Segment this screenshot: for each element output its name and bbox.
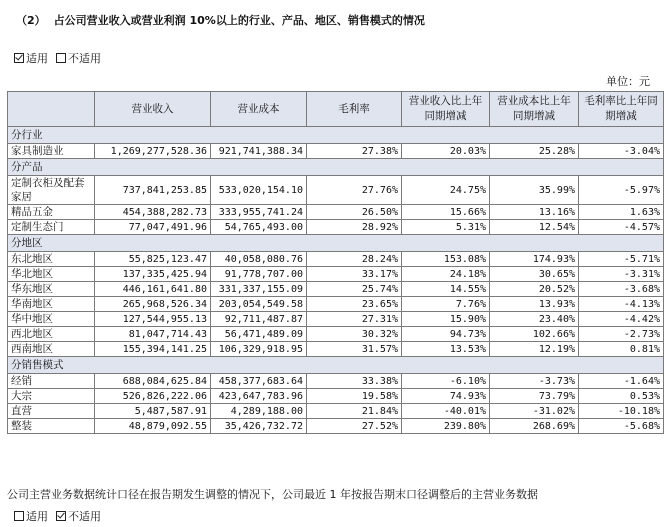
table-cell: -3.68% <box>579 282 664 297</box>
table-row <box>8 404 664 419</box>
table-cell: 33.17% <box>307 267 402 282</box>
row-label: 经销 <box>8 374 95 389</box>
table-cell: 137,335,425.94 <box>95 267 211 282</box>
section-title: 分地区 <box>8 235 664 252</box>
table-cell: 92,711,487.87 <box>211 312 307 327</box>
table-cell: 14.55% <box>402 282 490 297</box>
row-label: 定制生态门 <box>8 220 95 235</box>
header-cost-yoy: 营业成本比上年同期增减 <box>490 92 579 127</box>
table-cell: 81,047,714.43 <box>95 327 211 342</box>
table-cell: 333,955,741.24 <box>211 205 307 220</box>
table-cell: 48,879,092.55 <box>95 419 211 434</box>
table-cell: 54,765,493.00 <box>211 220 307 235</box>
table-cell: 7.76% <box>402 297 490 312</box>
table-row <box>8 282 664 297</box>
table-body <box>8 127 664 434</box>
table-cell: -6.10% <box>402 374 490 389</box>
table-cell: 27.38% <box>307 144 402 159</box>
table-cell: -40.01% <box>402 404 490 419</box>
checkbox-applicable-checked-icon[interactable] <box>14 53 24 63</box>
applicable-label-bottom: 适用 <box>26 510 48 523</box>
table-row <box>8 176 664 205</box>
table-cell: 737,841,253.85 <box>95 176 211 205</box>
table-cell: 33.38% <box>307 374 402 389</box>
table-cell: 526,826,222.06 <box>95 389 211 404</box>
table-cell: 27.76% <box>307 176 402 205</box>
row-label: 大宗 <box>8 389 95 404</box>
table-cell: 921,741,388.34 <box>211 144 307 159</box>
table-cell: 25.74% <box>307 282 402 297</box>
row-label: 华南地区 <box>8 297 95 312</box>
row-label: 家具制造业 <box>8 144 95 159</box>
table-cell: 203,054,549.58 <box>211 297 307 312</box>
table-row <box>8 342 664 357</box>
row-label: 华中地区 <box>8 312 95 327</box>
table-cell: 331,337,155.09 <box>211 282 307 297</box>
table-cell: 28.24% <box>307 252 402 267</box>
table-cell: 268.69% <box>490 419 579 434</box>
table-cell: 23.65% <box>307 297 402 312</box>
table-cell: -5.71% <box>579 252 664 267</box>
header-blank <box>8 92 95 127</box>
table-cell: 423,647,783.96 <box>211 389 307 404</box>
table-cell: 239.80% <box>402 419 490 434</box>
row-label: 东北地区 <box>8 252 95 267</box>
table-cell: 13.53% <box>402 342 490 357</box>
table-cell: 27.52% <box>307 419 402 434</box>
checkbox-not-applicable-icon[interactable] <box>56 53 66 63</box>
header-revenue-yoy: 营业收入比上年同期增减 <box>402 92 490 127</box>
table-cell: 20.03% <box>402 144 490 159</box>
table-cell: 102.66% <box>490 327 579 342</box>
unit-label: 单位：元 <box>606 75 650 88</box>
section-title: 分产品 <box>8 159 664 176</box>
header-cost: 营业成本 <box>211 92 307 127</box>
table-cell: 13.93% <box>490 297 579 312</box>
table-cell: 458,377,683.64 <box>211 374 307 389</box>
table-cell: 446,161,641.80 <box>95 282 211 297</box>
table-cell: 15.90% <box>402 312 490 327</box>
table-cell: -10.18% <box>579 404 664 419</box>
row-label: 直营 <box>8 404 95 419</box>
table-cell: 56,471,489.09 <box>211 327 307 342</box>
table-cell: 23.40% <box>490 312 579 327</box>
table-row <box>8 144 664 159</box>
table-cell: -31.02% <box>490 404 579 419</box>
table-cell: 533,020,154.10 <box>211 176 307 205</box>
table-cell: 1,269,277,528.36 <box>95 144 211 159</box>
row-label: 西南地区 <box>8 342 95 357</box>
table-cell: 13.16% <box>490 205 579 220</box>
table-cell: 454,388,282.73 <box>95 205 211 220</box>
checkbox-not-applicable-checked-icon[interactable] <box>56 511 66 521</box>
table-cell: 174.93% <box>490 252 579 267</box>
table-cell: 4,289,188.00 <box>211 404 307 419</box>
table-cell: 106,329,918.95 <box>211 342 307 357</box>
section-row <box>8 357 664 374</box>
table-cell: 30.32% <box>307 327 402 342</box>
row-label: 精品五金 <box>8 205 95 220</box>
applicable-label: 适用 <box>26 52 48 65</box>
heading-number: （2） <box>16 14 46 27</box>
table-cell: 35.99% <box>490 176 579 205</box>
table-cell: 5,487,587.91 <box>95 404 211 419</box>
table-cell: 127,544,955.13 <box>95 312 211 327</box>
table-cell: 27.31% <box>307 312 402 327</box>
section-heading <box>16 12 425 28</box>
table-cell: 0.81% <box>579 342 664 357</box>
table-row <box>8 312 664 327</box>
table-row <box>8 297 664 312</box>
table-row <box>8 374 664 389</box>
header-gross-margin: 毛利率 <box>307 92 402 127</box>
table-cell: -5.68% <box>579 419 664 434</box>
row-label: 西北地区 <box>8 327 95 342</box>
table-row <box>8 220 664 235</box>
table-cell: -3.31% <box>579 267 664 282</box>
table-cell: 77,047,491.96 <box>95 220 211 235</box>
table-row <box>8 252 664 267</box>
table-cell: 91,778,707.00 <box>211 267 307 282</box>
row-label: 整装 <box>8 419 95 434</box>
table-cell: 12.19% <box>490 342 579 357</box>
table-cell: 24.18% <box>402 267 490 282</box>
table-cell: 19.58% <box>307 389 402 404</box>
table-cell: 5.31% <box>402 220 490 235</box>
section-row <box>8 127 664 144</box>
table-cell: 688,084,625.84 <box>95 374 211 389</box>
row-label: 华北地区 <box>8 267 95 282</box>
table-cell: -4.42% <box>579 312 664 327</box>
checkbox-applicable-icon[interactable] <box>14 511 24 521</box>
footnote: 公司主营业务数据统计口径在报告期发生调整的情况下，公司最近 1 年按报告期末口径调整后的主营业务数据 <box>7 488 538 501</box>
table-cell: 26.50% <box>307 205 402 220</box>
table-cell: 74.93% <box>402 389 490 404</box>
table-cell: 40,058,080.76 <box>211 252 307 267</box>
table-cell: 20.52% <box>490 282 579 297</box>
table-row <box>8 389 664 404</box>
section-title: 分销售模式 <box>8 357 664 374</box>
table-cell: 0.53% <box>579 389 664 404</box>
table-cell: -2.73% <box>579 327 664 342</box>
row-label: 华东地区 <box>8 282 95 297</box>
table-cell: -3.73% <box>490 374 579 389</box>
table-cell: 25.28% <box>490 144 579 159</box>
table-cell: -5.97% <box>579 176 664 205</box>
header-margin-yoy: 毛利率比上年同期增减 <box>579 92 664 127</box>
table-cell: 153.08% <box>402 252 490 267</box>
table-row <box>8 267 664 282</box>
table-cell: 21.84% <box>307 404 402 419</box>
table-cell: 94.73% <box>402 327 490 342</box>
applicability-top <box>14 50 101 66</box>
table-cell: -1.64% <box>579 374 664 389</box>
table-cell: 12.54% <box>490 220 579 235</box>
table-cell: -4.57% <box>579 220 664 235</box>
table-cell: 155,394,141.25 <box>95 342 211 357</box>
section-title: 分行业 <box>8 127 664 144</box>
table-cell: 265,968,526.34 <box>95 297 211 312</box>
table-cell: -4.13% <box>579 297 664 312</box>
table-cell: 31.57% <box>307 342 402 357</box>
revenue-table <box>7 91 664 434</box>
heading-text: 占公司营业收入或营业利润 10%以上的行业、产品、地区、销售模式的情况 <box>53 14 425 27</box>
applicability-bottom <box>14 508 101 524</box>
table-cell: 73.79% <box>490 389 579 404</box>
table-cell: -3.04% <box>579 144 664 159</box>
section-row <box>8 159 664 176</box>
table-row <box>8 205 664 220</box>
table-row <box>8 327 664 342</box>
table-row <box>8 419 664 434</box>
table-cell: 55,825,123.47 <box>95 252 211 267</box>
table-cell: 35,426,732.72 <box>211 419 307 434</box>
not-applicable-label-bottom: 不适用 <box>68 510 101 523</box>
not-applicable-label: 不适用 <box>68 52 101 65</box>
header-revenue: 营业收入 <box>95 92 211 127</box>
table-header-row <box>8 92 664 127</box>
table-cell: 15.66% <box>402 205 490 220</box>
table-cell: 28.92% <box>307 220 402 235</box>
section-row <box>8 235 664 252</box>
table-cell: 30.65% <box>490 267 579 282</box>
table-cell: 1.63% <box>579 205 664 220</box>
row-label: 定制衣柜及配套家居 <box>8 176 95 205</box>
table-cell: 24.75% <box>402 176 490 205</box>
